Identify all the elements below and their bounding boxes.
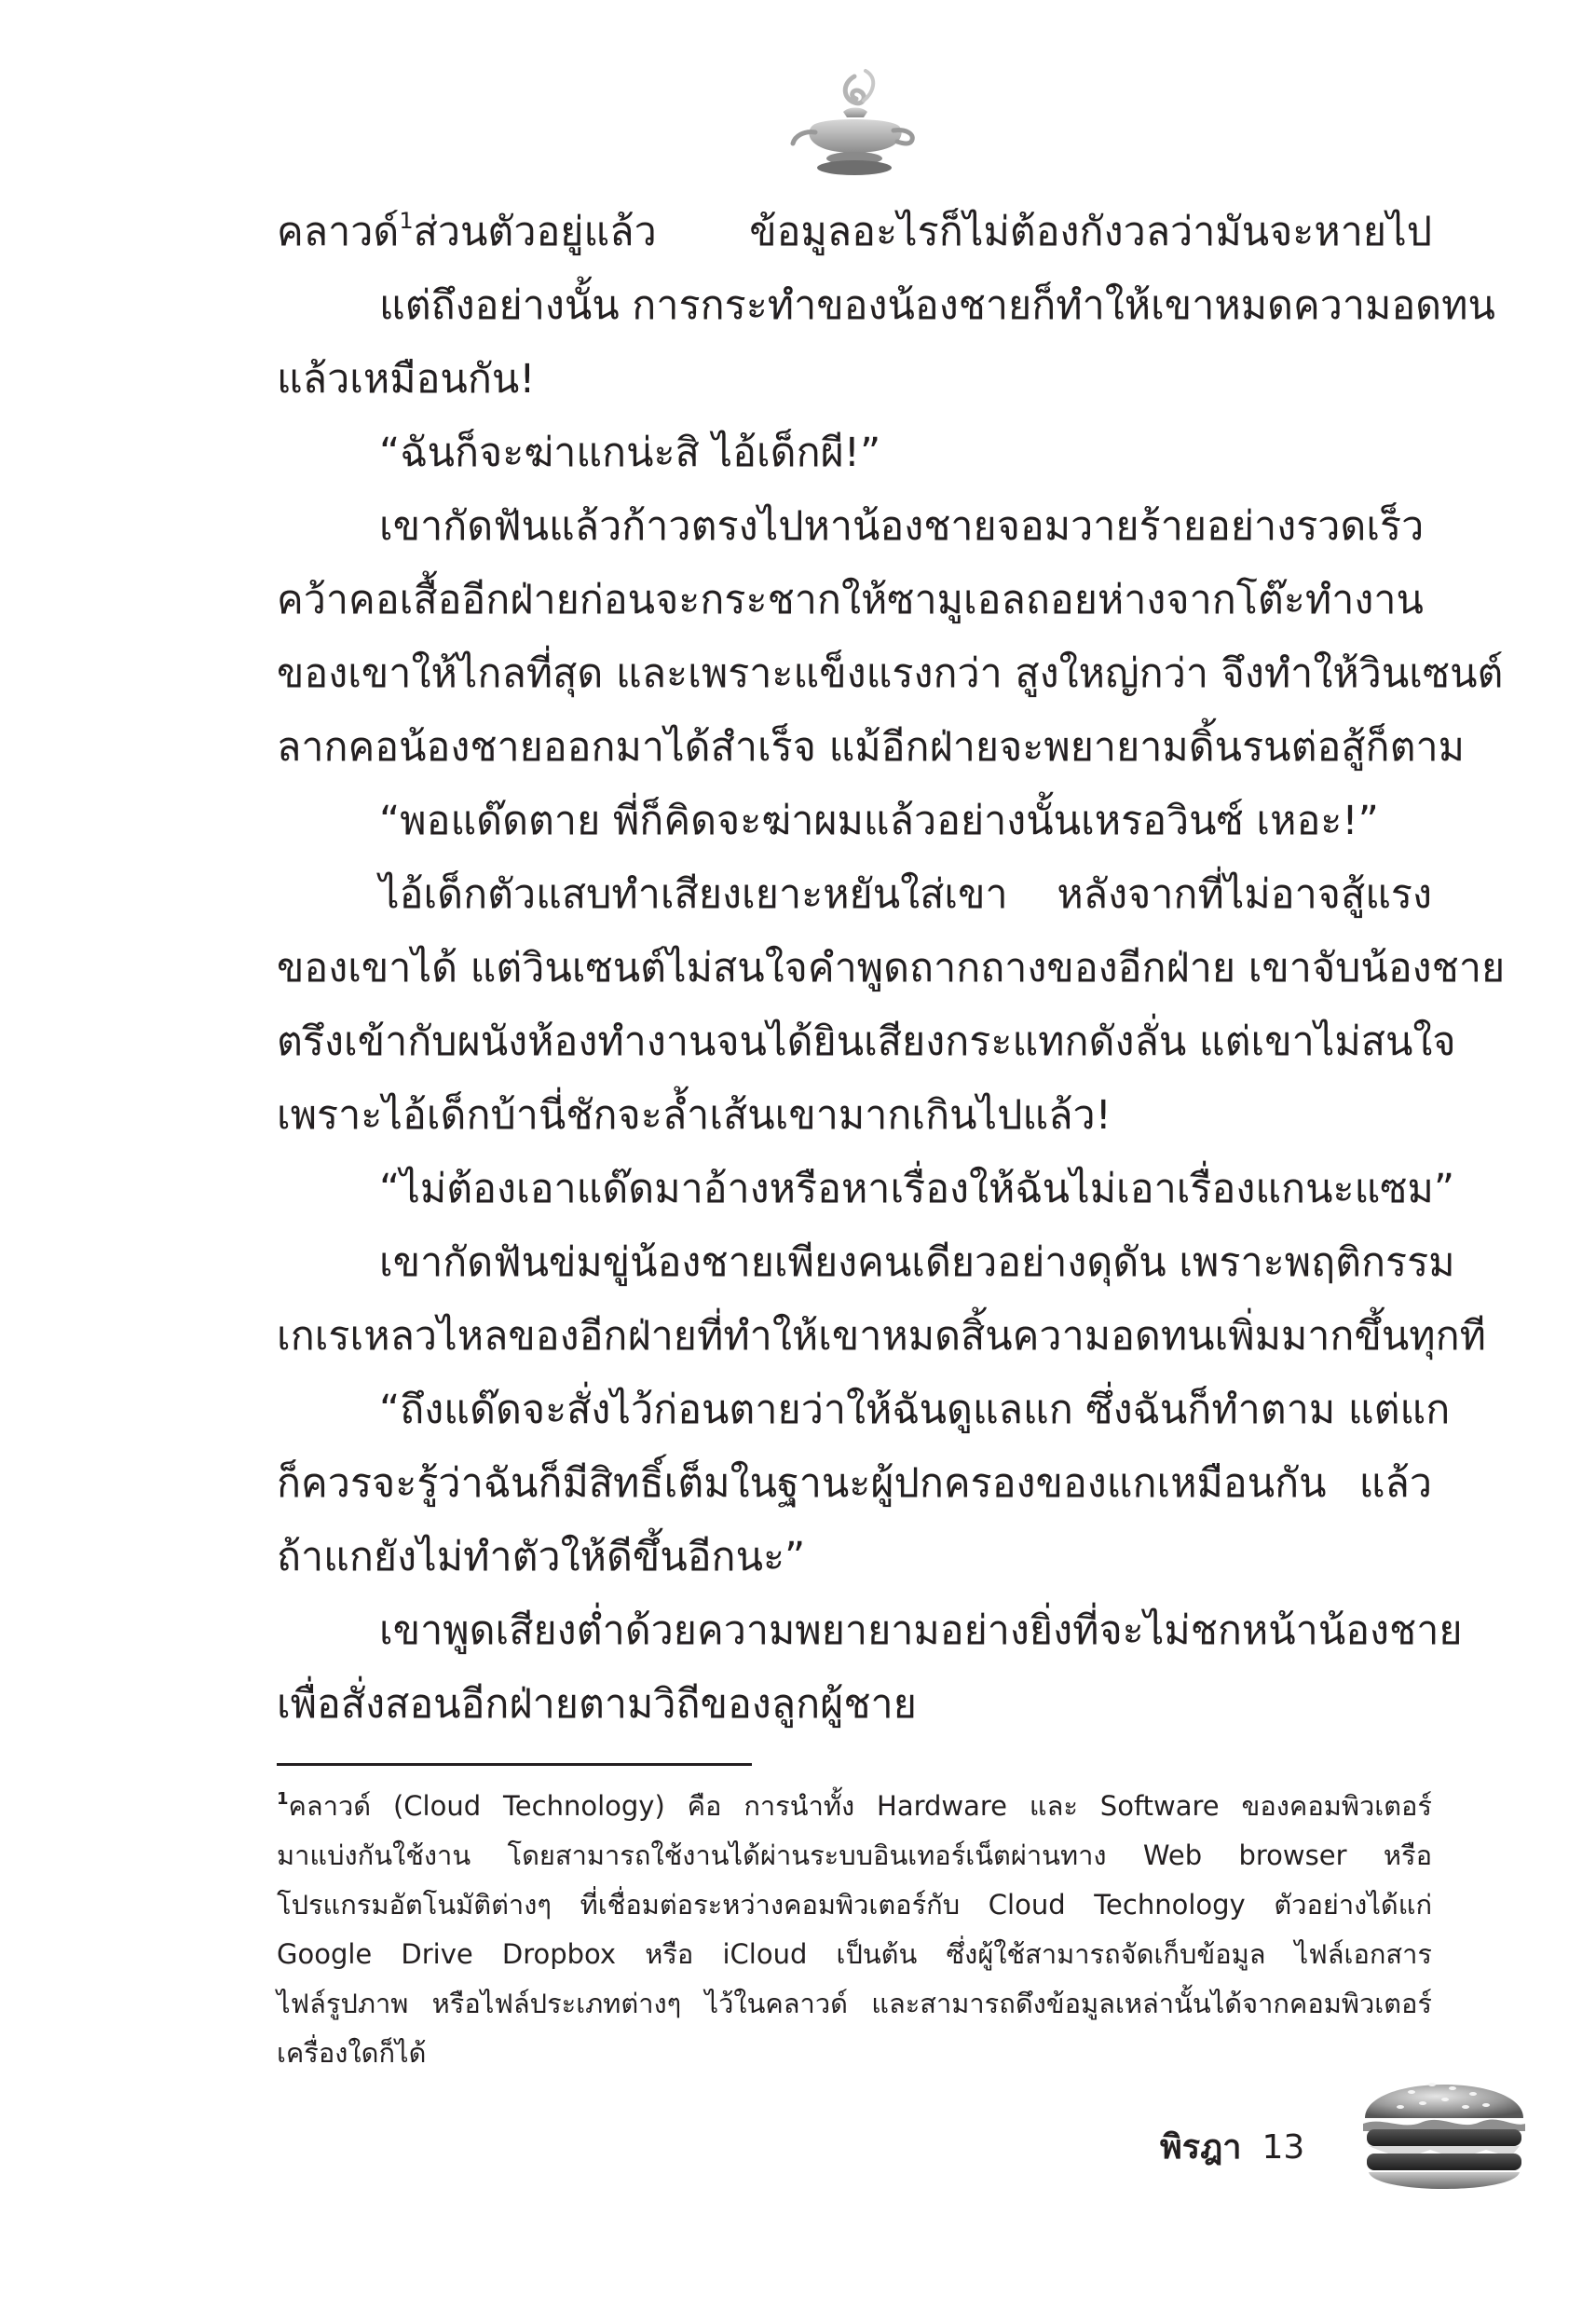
book-title: พิรฎา — [1160, 2128, 1242, 2167]
body-line: เขากัดฟันแล้วก้าวตรงไปหาน้องชายจอมวายร้ายอย่างรวดเร็ว — [379, 503, 1425, 550]
body-line: เกเรเหลวไหลของอีกฝ่ายที่ทำให้เขาหมดสิ้นความอดทนเพิ่มมากขึ้นทุกที — [277, 1313, 1486, 1360]
footnote — [277, 1782, 1432, 2078]
body-line: ตรึงเข้ากับผนังห้องทำงานจนได้ยินเสียงกระแทกดังลั่น แต่เขาไม่สนใจ — [277, 1019, 1456, 1065]
footnote-line: โปรแกรมอัตโนมัติต่างๆ ที่เชื่อมต่อระหว่างคอมพิวเตอร์กับ Cloud Technology ตัวอย่างได้แก่ — [277, 1889, 1432, 1921]
body-line: “ไม่ต้องเอาแด๊ดมาอ้างหรือหาเรื่องให้ฉันไม่เอาเรื่องแกนะแซม” — [379, 1166, 1455, 1212]
footnote-divider — [277, 1763, 752, 1766]
page-number: 13 — [1262, 2128, 1305, 2167]
body-line: ของเขาให้ไกลที่สุด และเพราะแข็งแรงกว่า สูงใหญ่กว่า จึงทำให้วินเซนต์ — [277, 650, 1504, 697]
lamp-ornament-icon — [787, 65, 918, 196]
body-line: คว้าคอเสื้ออีกฝ่ายก่อนจะกระชากให้ซามูเอลถอยห่างจากโต๊ะทำงาน — [277, 577, 1424, 623]
body-line: ลากคอน้องชายออกมาได้สำเร็จ แม้อีกฝ่ายจะพยายามดิ้นรนต่อสู้ก็ตาม — [277, 724, 1466, 771]
body-line: “พอแด๊ดตาย พี่ก็คิดจะฆ่าผมแล้วอย่างนั้นเหรอวินซ์ เหอะ!” — [379, 798, 1379, 844]
body-line: ของเขาได้ แต่วินเซนต์ไม่สนใจคำพูดถากถางของอีกฝ่าย เขาจับน้องชาย — [277, 945, 1506, 991]
footnote-line: $^1$คลาวด์ (Cloud Technology) คือ การนำทั้ง Hardware และ Software ของคอมพิวเตอร์ — [277, 1789, 1432, 1822]
body-line: เพราะไอ้เด็กบ้านี่ชักจะล้ำเส้นเขามากเกินไปแล้ว! — [277, 1092, 1112, 1139]
body-line: เขากัดฟันข่มขู่น้องชายเพียงคนเดียวอย่างดุดัน เพราะพฤติกรรม — [379, 1239, 1455, 1286]
body-text — [277, 196, 1506, 1742]
footnote-line: ไฟล์รูปภาพ หรือไฟล์ประเภทต่างๆ ไว้ในคลาวด์ และสามารถดึงข้อมูลเหล่านั้นได้จากคอมพิวเตอร์ — [277, 1988, 1432, 2019]
body-line: แล้วเหมือนกัน! — [277, 356, 536, 403]
body-line: “ฉันก็จะฆ่าแกน่ะสิ ไอ้เด็กผี!” — [379, 430, 881, 476]
footnote-line: มาแบ่งกันใช้งาน โดยสามารถใช้งานได้ผ่านระบบอินเทอร์เน็ตผ่านทาง Web browser หรือ — [277, 1839, 1432, 1871]
page-folio — [1160, 2120, 1304, 2173]
footnote-marker: 1 — [277, 1789, 289, 1809]
body-line: ไอ้เด็กตัวแสบทำเสียงเยาะหยันใส่เขา หลังจากที่ไม่อาจสู้แรง — [379, 871, 1432, 918]
footnote-reference: 1 — [399, 208, 414, 234]
body-line: แต่ถึงอย่างนั้น การกระทำของน้องชายก็ทำให้เขาหมดความอดทน — [379, 282, 1495, 329]
body-line: ถ้าแกยังไม่ทำตัวให้ดีขึ้นอีกนะ” — [277, 1534, 806, 1580]
footnote-line: เครื่องใดก็ได้ — [277, 2037, 427, 2069]
body-line: “ถึงแด๊ดจะสั่งไว้ก่อนตายว่าให้ฉันดูแลแก ซึ่งฉันก็ทำตาม แต่แก — [379, 1387, 1451, 1433]
body-line: เพื่อสั่งสอนอีกฝ่ายตามวิถีของลูกผู้ชาย — [277, 1681, 917, 1728]
body-line: คลาวด์$^1$ส่วนตัวอยู่แล้ว ข้อมูลอะไรก็ไม่ต้องกังวลว่ามันจะหายไป — [277, 208, 1432, 255]
footnote-line: Google Drive Dropbox หรือ iCloud เป็นต้น ซึ่งผู้ใช้สามารถจัดเก็บข้อมูล ไฟล์เอกสาร — [277, 1938, 1432, 1970]
body-line: ก็ควรจะรู้ว่าฉันก็มีสิทธิ์เต็มในฐานะผู้ปกครองของแกเหมือนกัน แล้ว — [277, 1460, 1432, 1507]
burger-icon — [1356, 2045, 1533, 2208]
body-line: เขาพูดเสียงต่ำด้วยความพยายามอย่างยิ่งที่จะไม่ชกหน้าน้องชาย — [379, 1607, 1463, 1654]
